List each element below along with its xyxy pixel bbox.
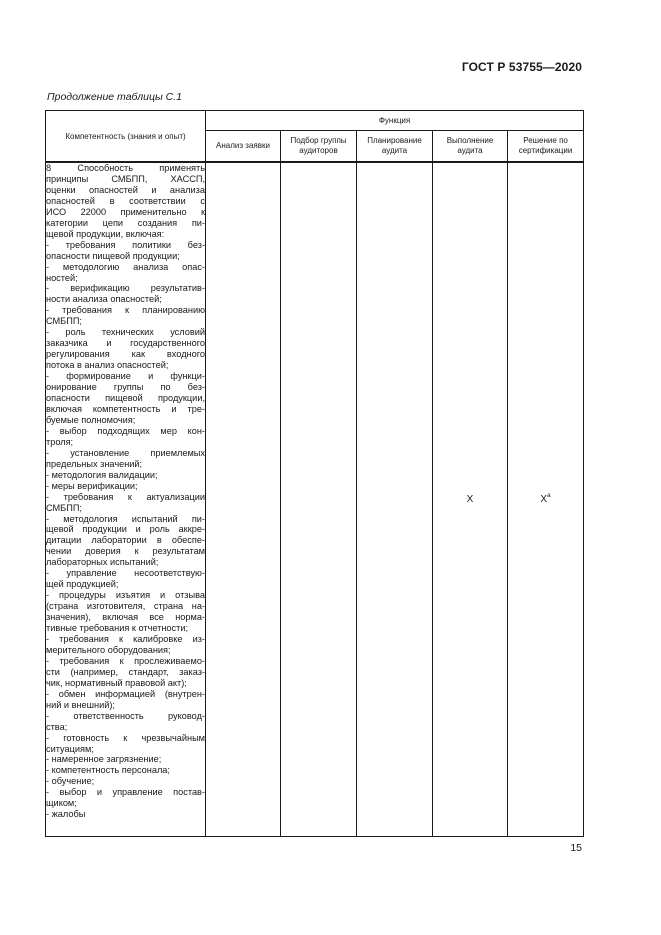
competence-line: - требования к актуализации — [46, 491, 205, 502]
competence-line: щевой продукции, включая: — [46, 228, 165, 239]
competence-line: - меры верификации; — [46, 480, 138, 491]
competence-line: - требования к калибровке из- — [46, 633, 205, 644]
competence-line: - выбор подходящих мер кон- — [46, 425, 205, 436]
competence-line: категории цепи создания пи- — [46, 217, 205, 228]
competence-line: ИСО 22000 применительно к — [46, 206, 205, 217]
competence-line: опасности пищевой продукции; — [46, 250, 180, 261]
competence-line: оценки опасностей и анализа — [46, 184, 205, 195]
page-number: 15 — [570, 842, 582, 854]
competence-line: онирование группы по без- — [46, 382, 205, 393]
competence-table — [45, 110, 584, 837]
competence-line: регулирования как входного — [46, 349, 205, 360]
competence-line: мерительного оборудования; — [46, 644, 171, 655]
table-header-row — [46, 111, 584, 131]
competence-line: - компетентность персонала; — [46, 765, 170, 776]
competence-line: - роль технических условий — [46, 327, 205, 338]
competence-line: - выбор и управление постав- — [46, 787, 205, 798]
competence-line: значения), включая все норма- — [46, 612, 205, 623]
competence-line: потока в анализ опасностей; — [46, 360, 169, 371]
competence-line: - жалобы — [46, 809, 86, 820]
competence-line: чении доверия к результатам — [46, 546, 205, 557]
mark-team-selection — [281, 163, 357, 837]
competence-line: опасностей в соответствии с — [46, 195, 205, 206]
standard-code: ГОСТ Р 53755—2020 — [461, 60, 582, 74]
mark-application-review — [206, 163, 281, 837]
competence-line: щей продукцией; — [46, 579, 119, 590]
mark-certification-decision-value: X — [540, 494, 548, 505]
mark-audit-planning — [357, 163, 433, 837]
mark-audit-execution: X — [433, 163, 508, 837]
competence-line: ства; — [46, 721, 68, 732]
competence-line: - формирование и функци- — [46, 371, 205, 382]
competence-line: ний и внешний); — [46, 699, 115, 710]
competence-cell — [46, 163, 206, 837]
competence-line: лабораторных испытаний; — [46, 557, 159, 568]
competence-line: СМБПП; — [46, 502, 82, 513]
column-header-application-review: Анализ заявки — [206, 131, 281, 162]
competence-line: - процедуры изъятия и отзыва — [46, 590, 205, 601]
competence-line: - методологию анализа опас- — [46, 261, 205, 272]
column-header-audit-planning: Планирование аудита — [357, 131, 433, 162]
competence-line: - ответственность руковод- — [46, 710, 205, 721]
competence-line: - обучение; — [46, 776, 95, 787]
competence-line: - верификацию результатив- — [46, 283, 205, 294]
competence-line: - установление приемлемых — [46, 447, 205, 458]
competence-line: троля; — [46, 436, 74, 447]
column-header-certification-decision: Решение по сертификации — [508, 131, 584, 162]
competence-column-header: Компетентность (знания и опыт) — [46, 111, 206, 162]
competence-line: - требования политики без- — [46, 239, 205, 250]
competence-line: ностей; — [46, 272, 78, 283]
mark-certification-decision — [508, 163, 584, 837]
function-group-header: Функция — [206, 111, 584, 131]
competence-line: (страна изготовителя, страна на- — [46, 601, 205, 612]
column-header-audit-execution: Выполнение аудита — [433, 131, 508, 162]
footnote-marker: а — [547, 492, 551, 499]
competence-line: опасности пищевой продукции, — [46, 393, 205, 404]
competence-line: буемые полномочия; — [46, 414, 136, 425]
competence-line: чик, нормативный правовой акт); — [46, 677, 187, 688]
competence-line: 8 Способность применять — [46, 163, 205, 173]
competence-line: щевой продукции и роль аккре- — [46, 524, 205, 535]
table-caption: Продолжение таблицы С.1 — [47, 91, 182, 103]
competence-line: включая компетентность и тре- — [46, 403, 205, 414]
competence-line: - управление несоответствую- — [46, 568, 205, 579]
competence-line: принципы СМБПП, ХАССП, — [46, 173, 205, 184]
competence-line: - намеренное загрязнение; — [46, 754, 162, 765]
competence-line: ности анализа опасностей; — [46, 294, 162, 305]
competence-line: дитации лаборатории в обеспе- — [46, 535, 205, 546]
competence-line: - требования к планированию — [46, 305, 205, 316]
competence-line: заказчика и государственного — [46, 338, 205, 349]
competence-description — [46, 163, 205, 820]
column-header-team-selection: Подбор группы аудиторов — [281, 131, 357, 162]
competence-line: - требования к прослеживаемо- — [46, 655, 205, 666]
competence-line: - методология испытаний пи- — [46, 513, 205, 524]
competence-line: щиком; — [46, 798, 77, 809]
competence-line: тивные требования к отчетности; — [46, 623, 189, 634]
competence-line: - обмен информацией (внутрен- — [46, 688, 205, 699]
table-row — [46, 163, 584, 837]
competence-line: ситуациям; — [46, 743, 94, 754]
competence-line: сти (например, стандарт, заказ- — [46, 666, 205, 677]
competence-line: - готовность к чрезвычайным — [46, 732, 205, 743]
competence-line: - методология валидации; — [46, 469, 158, 480]
competence-line: СМБПП; — [46, 316, 82, 327]
competence-line: предельных значений; — [46, 458, 143, 469]
